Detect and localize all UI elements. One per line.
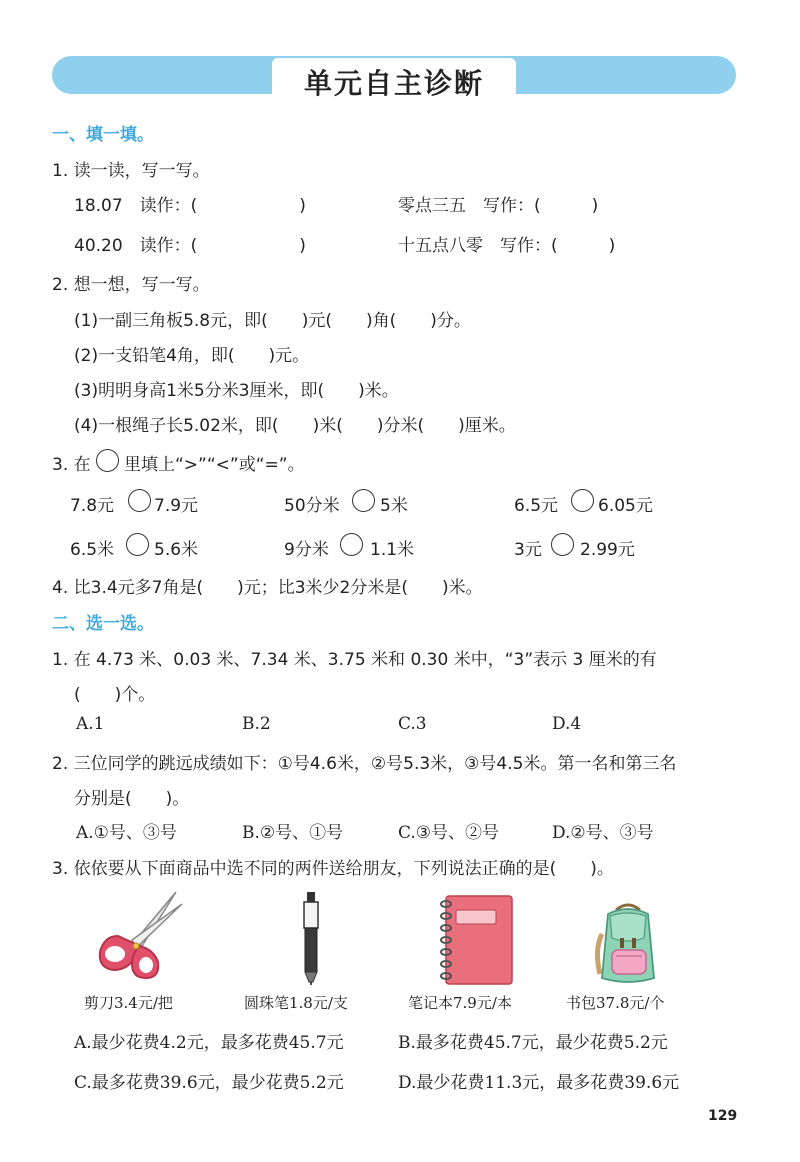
c2-option-b[interactable]: B.②号、①号: [242, 823, 344, 843]
q1-row2-left: 40.20 读作：( ): [74, 236, 306, 256]
c1-line1: 1. 在 4.73 米、0.03 米、7.34 米、3.75 米和 0.30 米中，“3”表示 3 厘米的有: [52, 650, 657, 670]
c3-line1: 3. 依依要从下面商品中选不同的两件送给朋友，下列说法正确的是( )。: [52, 859, 614, 879]
compare-right: 5米: [380, 496, 408, 516]
caption-backpack: 书包37.8元/个: [566, 994, 665, 1012]
q2-item-1: (1)一副三角板5.8元，即( )元( )角( )分。: [74, 311, 471, 331]
section-heading-choose: 二、选一选。: [52, 614, 154, 634]
q1-row2-right: 十五点八零 写作：( ): [398, 236, 616, 256]
q2-item-2: (2)一支铅笔4角，即( )元。: [74, 346, 310, 366]
c3-option-c[interactable]: C.最多花费39.6元，最少花费5.2元: [74, 1073, 344, 1093]
backpack-icon: [590, 900, 666, 986]
q3-stem-a: 3. 在: [52, 455, 91, 475]
compare-circle[interactable]: [128, 489, 151, 512]
c1-option-a[interactable]: A.1: [76, 714, 105, 734]
compare-right: 6.05元: [598, 496, 653, 516]
c2-line2: 分别是( )。: [74, 789, 190, 809]
compare-left: 9分米: [284, 540, 329, 560]
compare-right: 1.1米: [370, 540, 415, 560]
compare-left: 6.5米: [70, 540, 115, 560]
section-heading-fill: 一、填一填。: [52, 125, 154, 145]
compare-right: 2.99元: [580, 540, 635, 560]
compare-left: 3元: [514, 540, 542, 560]
c1-option-d[interactable]: D.4: [552, 714, 582, 734]
compare-left: 6.5元: [514, 496, 559, 516]
c1-option-c[interactable]: C.3: [398, 714, 427, 734]
q4-text: 4. 比3.4元多7角是( )元；比3米少2分米是( )米。: [52, 578, 483, 598]
q1-row1-left: 18.07 读作：( ): [74, 196, 306, 216]
notebook-icon: [440, 894, 516, 986]
caption-notebook: 笔记本7.9元/本: [408, 994, 512, 1012]
compare-circle[interactable]: [126, 533, 149, 556]
pen-icon: [296, 890, 326, 986]
c2-option-d[interactable]: D.②号、③号: [552, 823, 654, 843]
caption-pen: 圆珠笔1.8元/支: [244, 994, 348, 1012]
q3-stem-b: 里填上“>”“<”或“=”。: [124, 455, 305, 475]
q1-stem: 1. 读一读，写一写。: [52, 161, 210, 181]
caption-scissors: 剪刀3.4元/把: [84, 994, 173, 1012]
c2-option-c[interactable]: C.③号、②号: [398, 823, 500, 843]
c2-option-a[interactable]: A.①号、③号: [76, 823, 177, 843]
compare-right: 7.9元: [154, 496, 199, 516]
page-title: 单元自主诊断: [303, 67, 484, 100]
compare-circle[interactable]: [551, 533, 574, 556]
c1-line2: ( )个。: [74, 685, 156, 705]
c1-option-b[interactable]: B.2: [242, 714, 271, 734]
q2-item-3: (3)明明身高1米5分米3厘米，即( )米。: [74, 381, 399, 401]
c3-option-a[interactable]: A.最少花费4.2元，最多花费45.7元: [74, 1033, 344, 1053]
q2-item-4: (4)一根绳子长5.02米，即( )米( )分米( )厘米。: [74, 416, 516, 436]
c3-option-b[interactable]: B.最多花费45.7元，最少花费5.2元: [398, 1033, 668, 1053]
c3-option-d[interactable]: D.最少花费11.3元，最多花费39.6元: [398, 1073, 680, 1093]
scissors-icon: [88, 886, 188, 986]
compare-circle: [96, 449, 119, 472]
compare-circle[interactable]: [340, 533, 363, 556]
compare-circle[interactable]: [571, 489, 594, 512]
compare-circle[interactable]: [352, 489, 375, 512]
q2-stem: 2. 想一想，写一写。: [52, 275, 210, 295]
c2-line1: 2. 三位同学的跳远成绩如下：①号4.6米，②号5.3米，③号4.5米。第一名和第三名: [52, 754, 677, 774]
compare-right: 5.6米: [154, 540, 199, 560]
page-number: 129: [708, 1108, 738, 1124]
q1-row1-right: 零点三五 写作：( ): [398, 196, 599, 216]
compare-left: 7.8元: [70, 496, 115, 516]
compare-left: 50分米: [284, 496, 340, 516]
